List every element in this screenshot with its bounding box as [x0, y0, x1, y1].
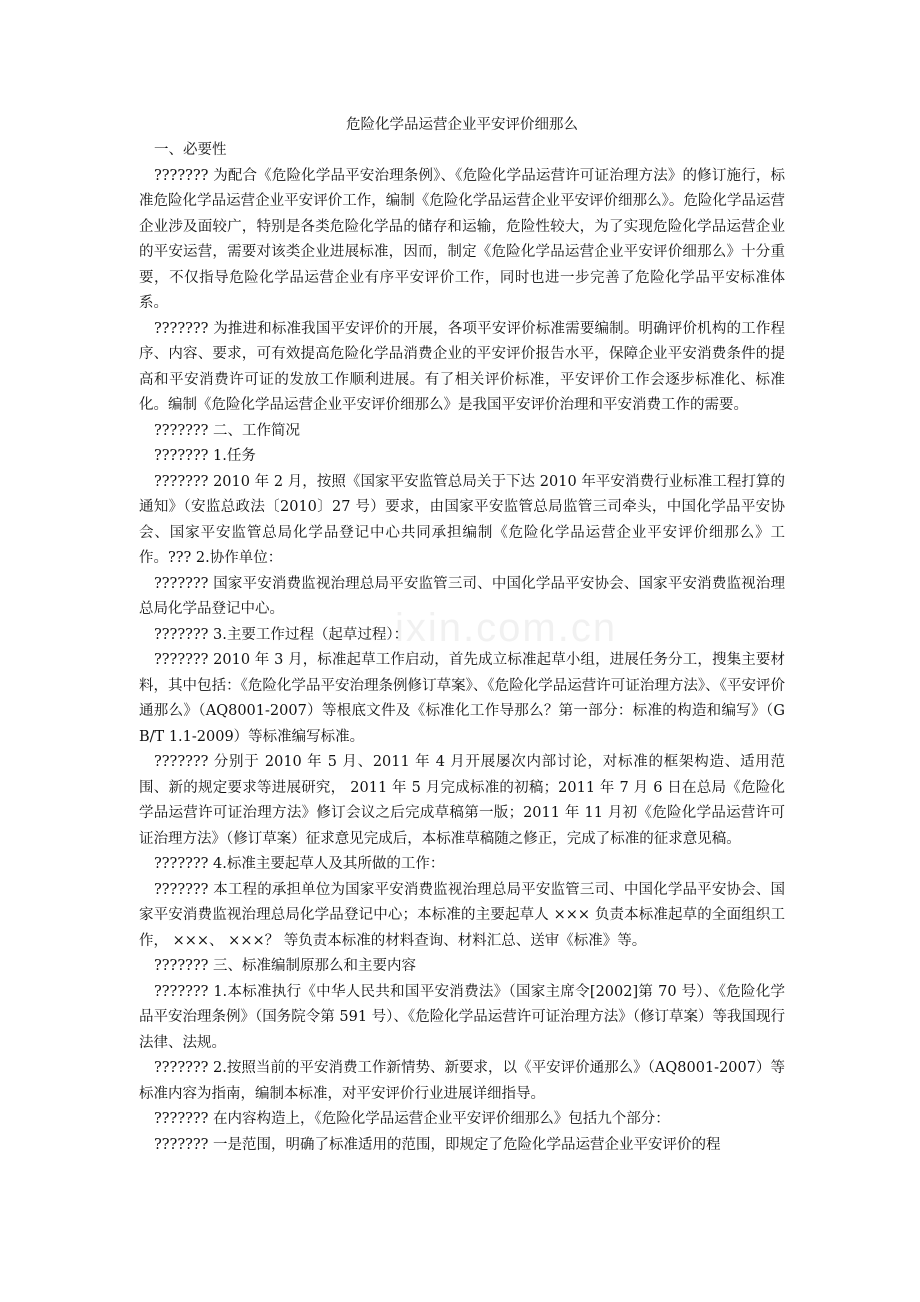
- paragraph: ??????? 一是范围，明确了标准适用的范围，即规定了危险化学品运营企业平安评价的程: [154, 1136, 721, 1153]
- paragraph: ??????? 本工程的承担单位为国家平安消费监视治理总局平安监管三司、中国化学品平安协会、国家平安消费监视治理总局化学品登记中心；本标准的主要起草人 ××× 负责本标准起草的全面组织工作， ×××、 ×××？ 等负责本标准的材料查询、材料汇总、送审《标准》等。: [139, 881, 785, 949]
- paragraph: ??????? 2010 年 2 月，按照《国家平安监管总局关于下达 2010 年平安消费行业标准工程打算的通知》（安监总政法〔2010〕27 号）要求，由国家平安监管总局监管三司牵头，中国化学品平安协会、国家平安监管总局化学品登记中心共同承担编制《危险化学品运营企业平安评价细那么》工作。??? 2.协作单位：: [139, 473, 785, 566]
- section-heading-2: ??????? 二、工作简况: [154, 422, 301, 439]
- paragraph: ??????? 在内容构造上，《危险化学品运营企业平安评价细那么》包括九个部分：: [154, 1111, 670, 1127]
- paragraph: ??????? 2.按照当前的平安消费工作新情势、新要求，以《平安评价通那么》（AQ8001-2007）等标准内容为指南，编制本标准，对平安评价行业进展详细指导。: [139, 1060, 785, 1102]
- watermark: ixin.com.cn: [395, 606, 618, 650]
- paragraph: ??????? 2010 年 3 月，标准起草工作启动，首先成立标准起草小组，进展任务分工，搜集主要材料，其中包括：《危险化学品平安治理条例修订草案》、《危险化学品运营许可证治理方法》、《平安评价通那么》（AQ8001-2007）等根底文件及《标准化工作导那么？第一部分：标准的构造和编写》（GB/T 1.1-2009）等标准编写标准。: [139, 652, 785, 745]
- subheading: ??????? 1.任务: [154, 448, 256, 464]
- subheading: ??????? 4.标准主要起草人及其所做的工作：: [154, 856, 445, 872]
- section-heading-1: 一、必要性: [154, 142, 227, 158]
- paragraph: ??????? 为推进和标准我国平安评价的开展，各项平安评价标准需要编制。明确评价机构的工作程序、内容、要求，可有效提高危险化学品消费企业的平安评价报告水平，保障企业平安消费条件的提高和平安消费许可证的发放工作顺利进展。有了相关评价标准，平安评价工作会逐步标准化、标准化。编制《危险化学品运营企业平安评价细那么》是我国平安评价治理和平安消费工作的需要。: [139, 320, 785, 413]
- paragraph: ??????? 分别于 2010 年 5 月、2011 年 4 月开展屡次内部讨论，对标准的框架构造、适用范围、新的规定要求等进展研究， 2011 年 5 月完成标准的初稿；2011 年 7 月 6 日在总局《危险化学品运营许可证治理方法》修订会议之后完成草稿第一版；2011 年 11 月初《危险化学品运营许可证治理方法》（修订草案）征求意见完成后，本标准草稿随之修正，完成了标准的征求意见稿。: [139, 754, 785, 847]
- subheading: ??????? 3.主要工作过程（起草过程）：: [154, 626, 409, 643]
- document-title: 危险化学品运营企业平安评价细那么: [346, 117, 578, 133]
- paragraph: ??????? 1.本标准执行《中华人民共和国平安消费法》（国家主席令[2002]第 70 号）、《危险化学品平安治理条例》（国务院令第 591 号）、《危险化学品运营许可证治理方法》（修订草案）等我国现行法律、法规。: [139, 983, 785, 1051]
- paragraph: ??????? 国家平安消费监视治理总局平安监管三司、中国化学品平安协会、国家平安消费监视治理总局化学品登记中心。: [139, 575, 785, 617]
- section-heading-3: ??????? 三、标准编制原那么和主要内容: [154, 958, 417, 974]
- paragraph: ??????? 为配合《危险化学品平安治理条例》、《危险化学品运营许可证治理方法》的修订施行，标准危险化学品运营企业平安评价工作，编制《危险化学品运营企业平安评价细那么》。危险化学品运营企业涉及面较广，特别是各类危险化学品的储存和运输，危险性较大，为了实现危险化学品运营企业的平安运营，需要对该类企业进展标准，因而，制定《危险化学品运营企业平安评价细那么》十分重要，不仅指导危险化学品运营企业有序平安评价工作，同时也进一步完善了危险化学品平安标准体系。: [139, 167, 785, 311]
